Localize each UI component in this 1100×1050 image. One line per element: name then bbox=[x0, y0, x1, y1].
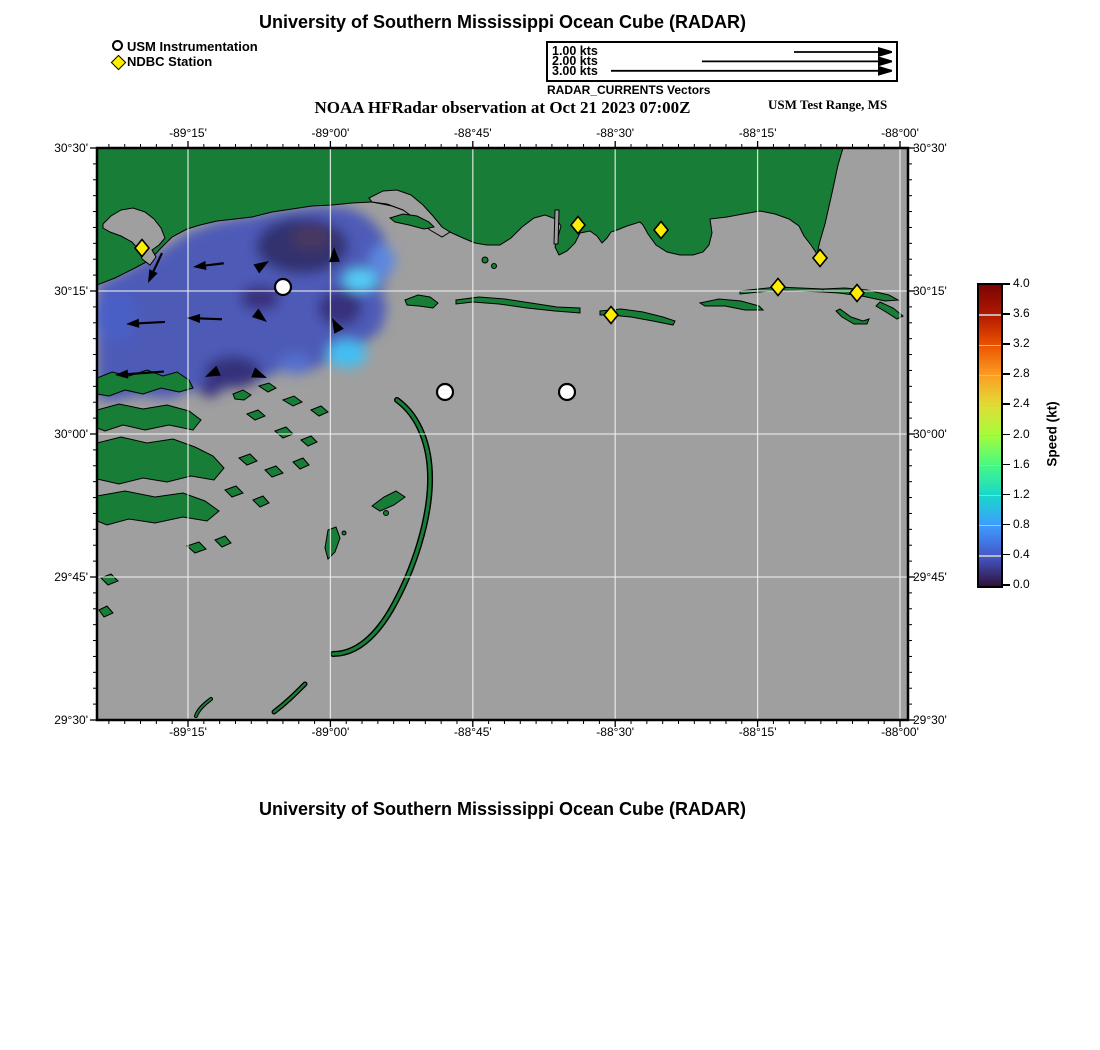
colorbar-tick bbox=[1003, 403, 1010, 405]
lon-tick-label-top: -89°00' bbox=[311, 126, 350, 140]
ndbc-diamond-icon bbox=[113, 57, 124, 68]
lon-tick-label-top: -88°00' bbox=[881, 126, 919, 140]
colorbar-tick-label: 2.4 bbox=[1013, 396, 1030, 411]
region-label: USM Test Range, MS bbox=[768, 97, 888, 112]
legend-usm-label: USM Instrumentation bbox=[127, 39, 258, 54]
legend-ndbc-label: NDBC Station bbox=[127, 54, 213, 69]
colorbar-tick-label: 2.0 bbox=[1013, 426, 1030, 441]
pascagoula-channel bbox=[554, 210, 559, 244]
lat-tick-label-left: 29°30' bbox=[54, 713, 88, 727]
vector-scale-arrows bbox=[548, 43, 892, 76]
lon-tick-label-bottom: -88°15' bbox=[738, 725, 777, 739]
usm-instrumentation-marker bbox=[437, 384, 453, 400]
colorbar-tick bbox=[1003, 494, 1010, 496]
usm-instrumentation-marker bbox=[275, 279, 291, 295]
colorbar-tick-label: 0.0 bbox=[1013, 577, 1030, 591]
lat-tick-label-right: 30°00' bbox=[913, 427, 947, 441]
usm-instrumentation-marker bbox=[559, 384, 575, 400]
lat-tick-label-right: 29°45' bbox=[913, 570, 947, 584]
lon-tick-label-bottom: -88°45' bbox=[453, 725, 492, 739]
map-canvas bbox=[85, 136, 920, 732]
colorbar-tick bbox=[1003, 343, 1010, 345]
vector-scale-legend bbox=[546, 41, 898, 82]
lon-tick-label-top: -89°15' bbox=[169, 126, 207, 140]
lon-tick-label-top: -88°45' bbox=[453, 126, 492, 140]
colorbar-tick-label: 2.8 bbox=[1013, 366, 1030, 381]
colorbar-tick bbox=[1003, 524, 1010, 526]
observation-subtitle: NOAA HFRadar observation at Oct 21 2023 07:00Z bbox=[314, 98, 691, 117]
lon-tick-label-bottom: -88°30' bbox=[596, 725, 635, 739]
colorbar-tick bbox=[1003, 373, 1010, 375]
lat-tick-label-right: 30°30' bbox=[913, 141, 947, 155]
colorbar-tick-label: 4.0 bbox=[1013, 276, 1030, 290]
colorbar-tick-label: 0.8 bbox=[1013, 516, 1030, 531]
lon-tick-label-bottom: -89°15' bbox=[169, 725, 207, 739]
colorbar-tick-label: 1.2 bbox=[1013, 486, 1030, 501]
lat-tick-label-left: 30°30' bbox=[54, 141, 88, 155]
colorbar-axis-label: Speed (kt) bbox=[1044, 401, 1060, 467]
colorbar-tick-label: 0.4 bbox=[1013, 546, 1030, 561]
colorbar-tick bbox=[1003, 313, 1010, 315]
colorbar-tick bbox=[1003, 464, 1010, 466]
usm-circle-icon bbox=[112, 40, 123, 51]
lon-tick-label-top: -88°30' bbox=[596, 126, 635, 140]
colorbar-tick bbox=[1003, 434, 1010, 436]
lon-tick-label-top: -88°15' bbox=[738, 126, 777, 140]
lat-tick-label-right: 30°15' bbox=[913, 284, 947, 298]
colorbar-tick bbox=[1003, 554, 1010, 556]
colorbar-tick bbox=[1003, 283, 1010, 285]
lat-tick-label-right: 29°30' bbox=[913, 713, 947, 727]
lat-tick-label-left: 30°15' bbox=[54, 284, 88, 298]
lat-tick-label-left: 30°00' bbox=[54, 427, 88, 441]
vector-scale-1kt-label: 1.00 kts bbox=[552, 44, 598, 58]
vector-scale-2kt-label: 2.00 kts bbox=[552, 54, 598, 68]
vector-scale-3kt-label: 3.00 kts bbox=[552, 64, 598, 78]
footer-title: University of Southern Mississippi Ocean Cube (RADAR) bbox=[258, 799, 747, 819]
lat-tick-label-left: 29°45' bbox=[54, 570, 88, 584]
speed-colorbar bbox=[977, 283, 1003, 588]
vector-legend-caption: RADAR_CURRENTS Vectors bbox=[547, 83, 711, 97]
colorbar-tick bbox=[1003, 584, 1010, 586]
colorbar-tick-label: 3.6 bbox=[1013, 306, 1030, 321]
lon-tick-label-bottom: -89°00' bbox=[311, 725, 350, 739]
lon-tick-label-bottom: -88°00' bbox=[881, 725, 919, 739]
figure-title: University of Southern Mississippi Ocean Cube (RADAR) bbox=[258, 12, 747, 32]
colorbar-tick-label: 1.6 bbox=[1013, 456, 1030, 471]
colorbar-tick-label: 3.2 bbox=[1013, 336, 1030, 351]
